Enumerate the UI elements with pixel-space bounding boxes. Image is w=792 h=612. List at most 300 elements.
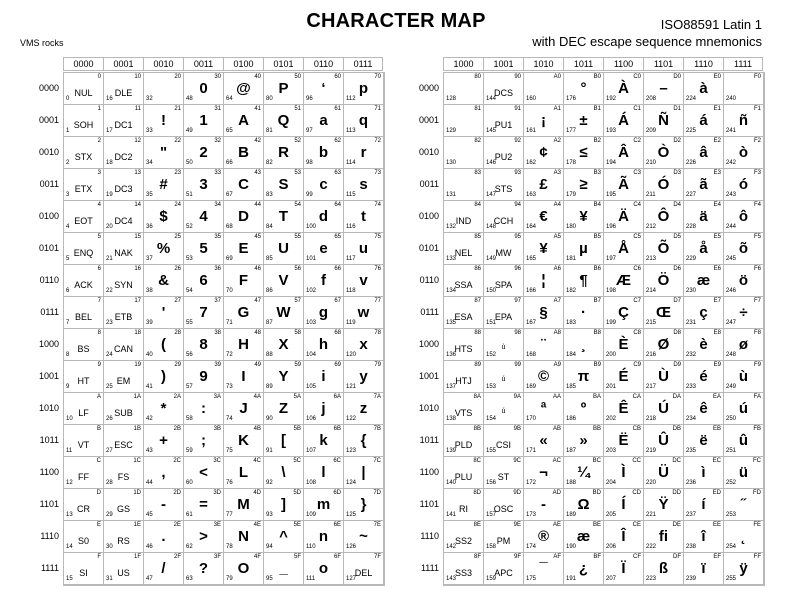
char-glyph: ¥	[539, 240, 548, 257]
decimal-code: 104	[306, 352, 317, 358]
hex-code: C0	[633, 74, 641, 80]
hex-code: 43	[254, 170, 261, 176]
decimal-code: 57	[186, 384, 193, 390]
decimal-code: 83	[266, 192, 273, 198]
hex-code: C	[96, 458, 101, 464]
decimal-code: 162	[526, 160, 537, 166]
char-cell	[344, 329, 384, 361]
char-glyph: æ	[576, 528, 591, 545]
hex-code: 7B	[373, 426, 381, 432]
char-glyph: u	[358, 240, 369, 257]
decimal-code: 247	[726, 320, 737, 326]
hex-code: C5	[633, 234, 641, 240]
decimal-code: 237	[686, 512, 697, 518]
control-mnemonic: BEL	[74, 312, 92, 322]
hex-code: 31	[214, 106, 221, 112]
char-cell	[724, 265, 764, 297]
char-glyph: ±	[579, 112, 588, 129]
row-label: 1101	[419, 499, 439, 509]
hex-code: 33	[214, 170, 221, 176]
hex-code: 52	[294, 138, 301, 144]
char-cell	[604, 361, 644, 393]
char-cell	[444, 73, 484, 105]
decimal-code: 188	[566, 480, 577, 486]
char-glyph: õ	[738, 240, 749, 257]
char-cell	[64, 233, 104, 265]
char-cell	[184, 137, 224, 169]
char-cell	[564, 169, 604, 201]
char-glyph: À	[618, 80, 629, 97]
decimal-code: 85	[266, 256, 273, 262]
hex-code: F0	[753, 74, 761, 80]
hex-code: 95	[514, 234, 521, 240]
decimal-code: 130	[446, 160, 457, 166]
hex-code: F6	[753, 266, 761, 272]
char-cell	[524, 553, 564, 585]
char-cell	[604, 393, 644, 425]
decimal-code: 51	[186, 192, 193, 198]
char-cell	[444, 457, 484, 489]
hex-code: 20	[174, 74, 181, 80]
hex-code: 88	[474, 330, 481, 336]
hex-code: 0	[97, 74, 101, 80]
char-glyph: p	[358, 80, 369, 97]
row-label: 0111	[420, 307, 439, 317]
char-glyph: z	[359, 400, 368, 417]
decimal-code: 110	[306, 544, 316, 550]
char-glyph: í	[701, 496, 706, 513]
hex-code: 17	[134, 298, 141, 304]
char-cell	[144, 137, 184, 169]
row-label: 0000	[418, 83, 439, 93]
column-header: 1011	[563, 57, 603, 71]
hex-code: DC	[672, 458, 681, 464]
char-cell	[64, 393, 104, 425]
decimal-code: 118	[346, 288, 356, 294]
char-cell	[564, 105, 604, 137]
decimal-code: 230	[686, 288, 697, 294]
char-cell	[104, 393, 144, 425]
char-cell	[64, 521, 104, 553]
char-glyph: Ê	[618, 400, 629, 417]
char-cell	[604, 137, 644, 169]
hex-code: 19	[134, 362, 141, 368]
control-mnemonic: VTS	[454, 408, 473, 418]
char-cell	[644, 425, 684, 457]
decimal-code: 68	[226, 224, 233, 230]
decimal-code: 56	[186, 352, 193, 358]
decimal-code: 112	[346, 96, 356, 102]
hex-code: 87	[474, 298, 481, 304]
hex-code: 13	[134, 170, 141, 176]
decimal-code: 60	[186, 480, 193, 486]
decimal-code: 12	[66, 480, 73, 486]
decimal-code: 155	[486, 448, 497, 454]
hex-code: 9D	[513, 490, 521, 496]
control-mnemonic: S0	[77, 536, 89, 546]
hex-code: F4	[753, 202, 761, 208]
hex-code: 75	[374, 234, 381, 240]
char-cell	[144, 73, 184, 105]
hex-code: 7C	[373, 458, 381, 464]
hex-code: 72	[374, 138, 381, 144]
hex-code: 2	[97, 138, 101, 144]
char-glyph: Å	[618, 240, 629, 257]
hex-code: 30	[214, 74, 221, 80]
hex-code: 35	[214, 234, 221, 240]
decimal-code: 107	[306, 448, 317, 454]
char-glyph: ö	[738, 272, 749, 289]
decimal-code: 136	[446, 352, 457, 358]
decimal-code: 21	[106, 256, 113, 262]
row-label: 1001	[418, 371, 439, 381]
decimal-code: 61	[186, 512, 193, 518]
control-mnemonic: ESC	[114, 440, 133, 450]
hex-code: 7F	[373, 554, 381, 560]
control-mnemonic: DEL	[354, 568, 373, 578]
decimal-code: 201	[606, 384, 617, 390]
char-cell	[484, 425, 524, 457]
char-glyph: 5	[199, 240, 208, 257]
char-glyph: n	[318, 528, 329, 545]
hex-code: 44	[254, 202, 261, 208]
decimal-code: 253	[726, 512, 737, 518]
char-cell	[264, 297, 304, 329]
decimal-code: 125	[346, 512, 357, 518]
char-cell	[184, 201, 224, 233]
row-label: 0001	[38, 115, 59, 125]
hex-code: B7	[593, 298, 601, 304]
char-glyph: ü	[738, 464, 749, 481]
decimal-code: 194	[606, 160, 617, 166]
hex-code: 9E	[513, 522, 521, 528]
control-mnemonic: ETB	[114, 312, 133, 322]
char-cell	[684, 489, 724, 521]
char-glyph: ¨	[541, 336, 546, 353]
hex-code: 6B	[333, 426, 341, 432]
decimal-code: 202	[606, 416, 617, 422]
decimal-code: 103	[306, 320, 317, 326]
decimal-code: 171	[526, 448, 537, 454]
char-cell	[304, 521, 344, 553]
control-mnemonic: PM	[496, 536, 511, 546]
control-mnemonic: PLU	[454, 472, 473, 482]
column-header: 1111	[723, 57, 763, 71]
control-mnemonic: HT	[77, 376, 90, 386]
char-glyph: É	[618, 368, 629, 385]
decimal-code: 89	[266, 384, 273, 390]
control-mnemonic: SOH	[73, 120, 94, 130]
hex-code: B0	[593, 74, 601, 80]
decimal-code: 165	[526, 256, 537, 262]
decimal-code: 203	[606, 448, 617, 454]
char-glyph: ¡	[541, 112, 546, 129]
decimal-code: 142	[446, 544, 457, 550]
hex-code: EA	[712, 394, 721, 400]
decimal-code: 78	[226, 544, 233, 550]
decimal-code: 111	[306, 576, 316, 582]
decimal-code: 179	[566, 192, 577, 198]
char-cell	[724, 361, 764, 393]
char-cell	[724, 393, 764, 425]
decimal-code: 119	[346, 320, 356, 326]
decimal-code: 117	[346, 256, 356, 262]
char-cell	[724, 329, 764, 361]
hex-code: 18	[134, 330, 141, 336]
hex-code: D2	[673, 138, 681, 144]
char-glyph: X	[278, 336, 289, 353]
char-cell	[184, 105, 224, 137]
char-cell	[144, 457, 184, 489]
char-cell	[524, 233, 564, 265]
char-glyph: -	[541, 496, 546, 513]
hex-code: 46	[254, 266, 261, 272]
char-cell	[224, 297, 264, 329]
hex-code: AA	[552, 394, 561, 400]
hex-code: BB	[592, 426, 601, 432]
hex-code: 82	[474, 138, 481, 144]
decimal-code: 169	[526, 384, 537, 390]
hex-code: 16	[134, 266, 141, 272]
hex-code: 68	[334, 330, 341, 336]
hex-code: 3D	[213, 490, 221, 496]
hex-code: 10	[134, 74, 141, 80]
hex-code: 97	[514, 298, 521, 304]
char-cell	[224, 329, 264, 361]
char-glyph: ø	[738, 336, 749, 353]
decimal-code: 129	[446, 128, 457, 134]
character-grid	[63, 72, 385, 586]
char-glyph: O	[237, 560, 250, 577]
row-label: 1100	[39, 467, 59, 477]
hex-code: 14	[134, 202, 141, 208]
decimal-code: 87	[266, 320, 273, 326]
hex-code: 28	[174, 330, 181, 336]
char-glyph: è	[699, 336, 708, 353]
hex-code: 7E	[373, 522, 381, 528]
char-cell	[144, 553, 184, 585]
char-glyph: t	[361, 208, 366, 225]
char-cell	[684, 297, 724, 329]
hex-code: 77	[374, 298, 381, 304]
char-glyph: ﬁ	[658, 528, 669, 545]
hex-code: E4	[713, 202, 721, 208]
decimal-code: 7	[66, 320, 70, 326]
hex-code: 98	[514, 330, 521, 336]
decimal-code: 251	[726, 448, 737, 454]
vms-note: VMS rocks	[20, 38, 64, 48]
char-glyph: Í	[621, 496, 626, 513]
hex-code: AF	[553, 554, 561, 560]
control-mnemonic: EM	[116, 376, 131, 386]
decimal-code: 211	[646, 192, 656, 198]
hex-code: DE	[672, 522, 681, 528]
char-cell	[104, 169, 144, 201]
char-glyph: >	[199, 528, 208, 545]
decimal-code: 63	[186, 576, 193, 582]
char-cell	[444, 105, 484, 137]
hex-code: CC	[632, 458, 641, 464]
char-cell	[264, 329, 304, 361]
control-mnemonic: PU1	[494, 120, 513, 130]
char-cell	[644, 553, 684, 585]
hex-code: F1	[753, 106, 761, 112]
char-cell	[644, 361, 684, 393]
char-glyph: ì	[701, 464, 706, 481]
decimal-code: 108	[306, 480, 317, 486]
char-cell	[264, 521, 304, 553]
row-label: 0011	[419, 179, 439, 189]
decimal-code: 50	[186, 160, 193, 166]
row-label: 0010	[38, 147, 59, 157]
decimal-code: 48	[186, 96, 193, 102]
hex-code: 5A	[293, 394, 301, 400]
char-cell	[604, 169, 644, 201]
char-cell	[684, 105, 724, 137]
char-glyph: A	[238, 112, 249, 129]
char-cell	[144, 521, 184, 553]
char-cell	[64, 425, 104, 457]
char-glyph: Î	[621, 528, 626, 545]
hex-code: B8	[593, 330, 601, 336]
decimal-code: 25	[106, 384, 113, 390]
char-cell	[344, 393, 384, 425]
char-cell	[524, 169, 564, 201]
decimal-code: 16	[106, 96, 113, 102]
char-cell	[684, 73, 724, 105]
hex-code: 3A	[213, 394, 221, 400]
decimal-code: 53	[186, 256, 193, 262]
char-cell	[104, 73, 144, 105]
char-cell	[484, 489, 524, 521]
decimal-code: 249	[726, 384, 737, 390]
decimal-code: 157	[486, 512, 497, 518]
hex-code: 56	[294, 266, 301, 272]
hex-code: DA	[672, 394, 681, 400]
decimal-code: 45	[146, 512, 153, 518]
char-glyph: ˛	[741, 528, 746, 545]
decimal-code: 174	[526, 544, 537, 550]
hex-code: EF	[713, 554, 721, 560]
char-glyph: ]	[281, 496, 286, 513]
hex-code: 7	[97, 298, 101, 304]
control-mnemonic: EPA	[494, 312, 513, 322]
char-cell	[684, 329, 724, 361]
char-cell	[684, 393, 724, 425]
decimal-code: 29	[106, 512, 113, 518]
decimal-code: 210	[646, 160, 657, 166]
char-glyph: Ÿ	[658, 496, 669, 513]
decimal-code: 145	[486, 128, 497, 134]
char-cell	[104, 233, 144, 265]
char-glyph: l	[321, 464, 326, 481]
decimal-code: 149	[486, 256, 497, 262]
char-cell	[64, 489, 104, 521]
decimal-code: 28	[106, 480, 113, 486]
row-label: 1110	[40, 531, 59, 541]
char-sublabel: ú	[501, 408, 506, 415]
hex-code: AD	[552, 490, 561, 496]
decimal-code: 158	[486, 544, 497, 550]
row-label: 0110	[419, 275, 439, 285]
hex-code: AE	[552, 522, 561, 528]
hex-code: FE	[753, 522, 761, 528]
char-cell	[644, 457, 684, 489]
char-cell	[224, 201, 264, 233]
hex-code: 24	[174, 202, 181, 208]
char-glyph: 6	[199, 272, 208, 289]
control-mnemonic: CAN	[113, 344, 133, 354]
char-cell	[444, 521, 484, 553]
hex-code: 74	[374, 202, 381, 208]
char-cell	[604, 201, 644, 233]
char-cell	[564, 265, 604, 297]
char-glyph: ·	[581, 304, 586, 321]
row-label: 1010	[418, 403, 439, 413]
char-glyph: @	[236, 80, 251, 97]
char-glyph: Ì	[621, 464, 626, 481]
char-cell	[684, 201, 724, 233]
char-glyph: 1	[199, 112, 208, 129]
control-mnemonic: LF	[78, 408, 89, 418]
hex-code: D8	[673, 330, 681, 336]
control-mnemonic: NAK	[114, 248, 133, 258]
decimal-code: 205	[606, 512, 617, 518]
char-cell	[684, 457, 724, 489]
decimal-code: 219	[646, 448, 657, 454]
decimal-code: 128	[446, 96, 457, 102]
row-labels	[410, 72, 442, 584]
decimal-code: 2	[66, 160, 70, 166]
hex-code: FC	[753, 458, 761, 464]
char-glyph: ã	[699, 176, 708, 193]
hex-code: 64	[334, 202, 341, 208]
char-glyph: o	[318, 560, 329, 577]
decimal-code: 139	[446, 448, 457, 454]
hex-code: C4	[633, 202, 641, 208]
char-glyph: V	[278, 272, 289, 289]
decimal-code: 178	[566, 160, 577, 166]
decimal-code: 79	[226, 576, 233, 582]
char-cell	[64, 297, 104, 329]
char-glyph: ¼	[577, 464, 590, 481]
hex-code: F7	[753, 298, 761, 304]
char-glyph: ≤	[579, 144, 588, 161]
char-cell	[564, 137, 604, 169]
hex-code: 1F	[133, 554, 141, 560]
char-glyph: f	[321, 272, 326, 289]
decimal-code: 17	[106, 128, 113, 134]
char-cell	[484, 169, 524, 201]
decimal-code: 176	[566, 96, 577, 102]
control-mnemonic: RI	[459, 504, 468, 514]
decimal-code: 115	[346, 192, 356, 198]
decimal-code: 218	[646, 416, 657, 422]
char-glyph: ï	[701, 560, 706, 577]
row-label: 1100	[419, 467, 439, 477]
hex-code: 26	[174, 266, 181, 272]
char-cell	[224, 393, 264, 425]
hex-code: 8F	[473, 554, 481, 560]
char-glyph: P	[278, 80, 289, 97]
decimal-code: 19	[106, 192, 113, 198]
char-cell	[524, 329, 564, 361]
hex-code: FF	[753, 554, 761, 560]
hex-code: BC	[592, 458, 601, 464]
char-cell	[524, 265, 564, 297]
control-mnemonic: PU2	[494, 152, 513, 162]
decimal-code: 100	[306, 224, 317, 230]
